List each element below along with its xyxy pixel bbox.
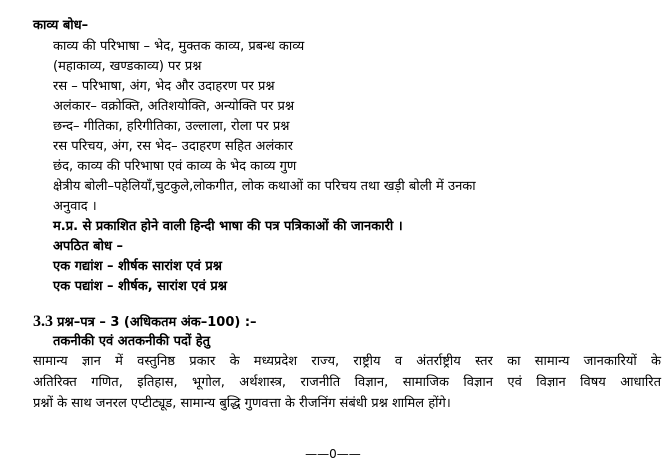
gadyansh-line: एक गद्यांश – शीर्षक सारांश एवं प्रश्न — [53, 259, 222, 274]
section-subtitle: तकनीकी एवं अतकनीकी पदों हेतु — [53, 334, 211, 349]
kavya-item: क्षेत्रीय बोली–पहेलियाँ,चुटकुले,लोकगीत, लोक कथाओं का परिचय तथा खड़ी बोली में उनका — [53, 179, 476, 194]
kavya-item: रस – परिभाषा, अंग, भेद और उदाहरण पर प्रश्न — [53, 79, 275, 94]
general-knowledge-paragraph — [33, 351, 661, 414]
section-33-heading — [33, 313, 257, 332]
kavya-item: अनुवाद । — [53, 199, 97, 214]
kavya-item: अलंकार– वक्रोक्ति, अतिशयोक्ति, अन्योक्ति पर प्रश्न — [53, 99, 295, 114]
page-footer-mark: ——0—— — [305, 447, 361, 461]
apathit-heading: अपठित बोध – — [53, 239, 123, 254]
kavya-item: छन्द– गीतिका, हरिगीतिका, उल्लाला, रोला पर प्रश्न — [53, 119, 290, 134]
paragraph-line: सामान्य ज्ञान में वस्तुनिष्ठ प्रकार के मध्यप्रदेश राज्य, राष्ट्रीय व अंतर्राष्ट्रीय स्तर का सामान्य जानकारियों के — [33, 354, 661, 369]
paragraph-line: प्रश्नों के साथ जनरल एप्टीट्यूड, सामान्य बुद्धि गुणवत्ता के रीजनिंग संबंधी प्रश्न शामिल होंगे। — [33, 396, 451, 411]
padyansh-line: एक पद्यांश – शीर्षक, सारांश एवं प्रश्न — [53, 279, 227, 294]
kavya-item: रस परिचय, अंग, रस भेद– उदाहरण सहित अलंकार — [53, 139, 293, 154]
section-number: 3.3 — [33, 313, 53, 330]
kavya-item: छंद, काव्य की परिभाषा एवं काव्य के भेद काव्य गुण — [53, 159, 297, 174]
kavya-item: (महाकाव्य, खण्डकाव्य) पर प्रश्न — [53, 59, 202, 74]
section-title: प्रश्न–पत्र – 3 (अधिकतम अंक–100) :– — [57, 315, 257, 330]
kavya-item: काव्य की परिभाषा – भेद, मुक्तक काव्य, प्रबन्ध काव्य — [53, 39, 305, 54]
paragraph-line: अतिरिक्त गणित, इतिहास, भूगोल, अर्थशास्त्र, राजनीति विज्ञान, सामाजिक विज्ञान एवं विज्ञान विषय आधारित — [33, 375, 661, 390]
patrika-line: म.प्र. से प्रकाशित होने वाली हिन्दी भाषा की पत्र पत्रिकाओं की जानकारी । — [53, 219, 403, 234]
kavya-bodh-heading: काव्य बोध– — [33, 18, 89, 33]
